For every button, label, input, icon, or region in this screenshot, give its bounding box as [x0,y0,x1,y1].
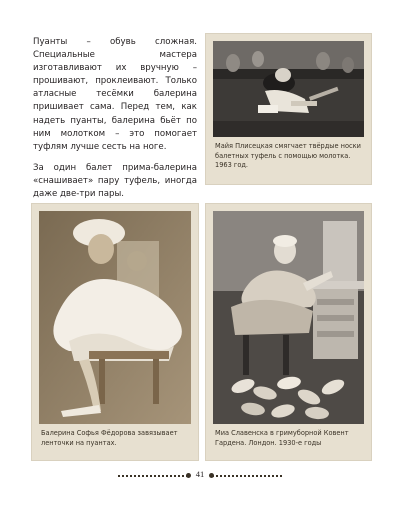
page-footer [0,468,400,484]
photo-plisetskaya-hammer [213,41,364,137]
footer-ornament-left [118,475,188,477]
footer-ornament-right [212,475,282,477]
photo-illustration [213,41,364,137]
body-paragraph-2: За один балет прима-балерина «снашивает» пару туфель, иногда даже две-три пары. [33,162,197,200]
photo-card-plisetskaya [206,34,371,184]
body-paragraph-1: Пуанты – обувь сложная. Специальные мастера изготавливают их вручную – прошивают, проклеивают. Только атласные тесёмки балерина пришивает сама. Перед тем, как надеть пуанты, балерина бьёт по ним молотком – это помогает туфлям лучше сесть на ноге. [33,37,197,152]
photo-illustration [213,211,364,424]
photo-card-slavenska [206,204,371,460]
caption-slavenska: Миа Славенска в гримуборной Ковент Гардена. Лондон. 1930-е годы [215,429,349,447]
caption-fedorova: Балерина Софья Фёдорова завязывает ленточки на пуантах. [41,429,178,447]
caption-plisetskaya: Майя Плисецкая смягчает твёрдые носки балетных туфель с помощью молотка. 1963 год. [215,142,361,170]
photo-fedorova-ribbons [39,211,191,424]
photo-slavenska-dressing-room [213,211,364,424]
photo-illustration [39,211,191,424]
photo-card-fedorova [32,204,198,460]
page-number: 41 [195,469,205,479]
body-text [33,36,197,209]
